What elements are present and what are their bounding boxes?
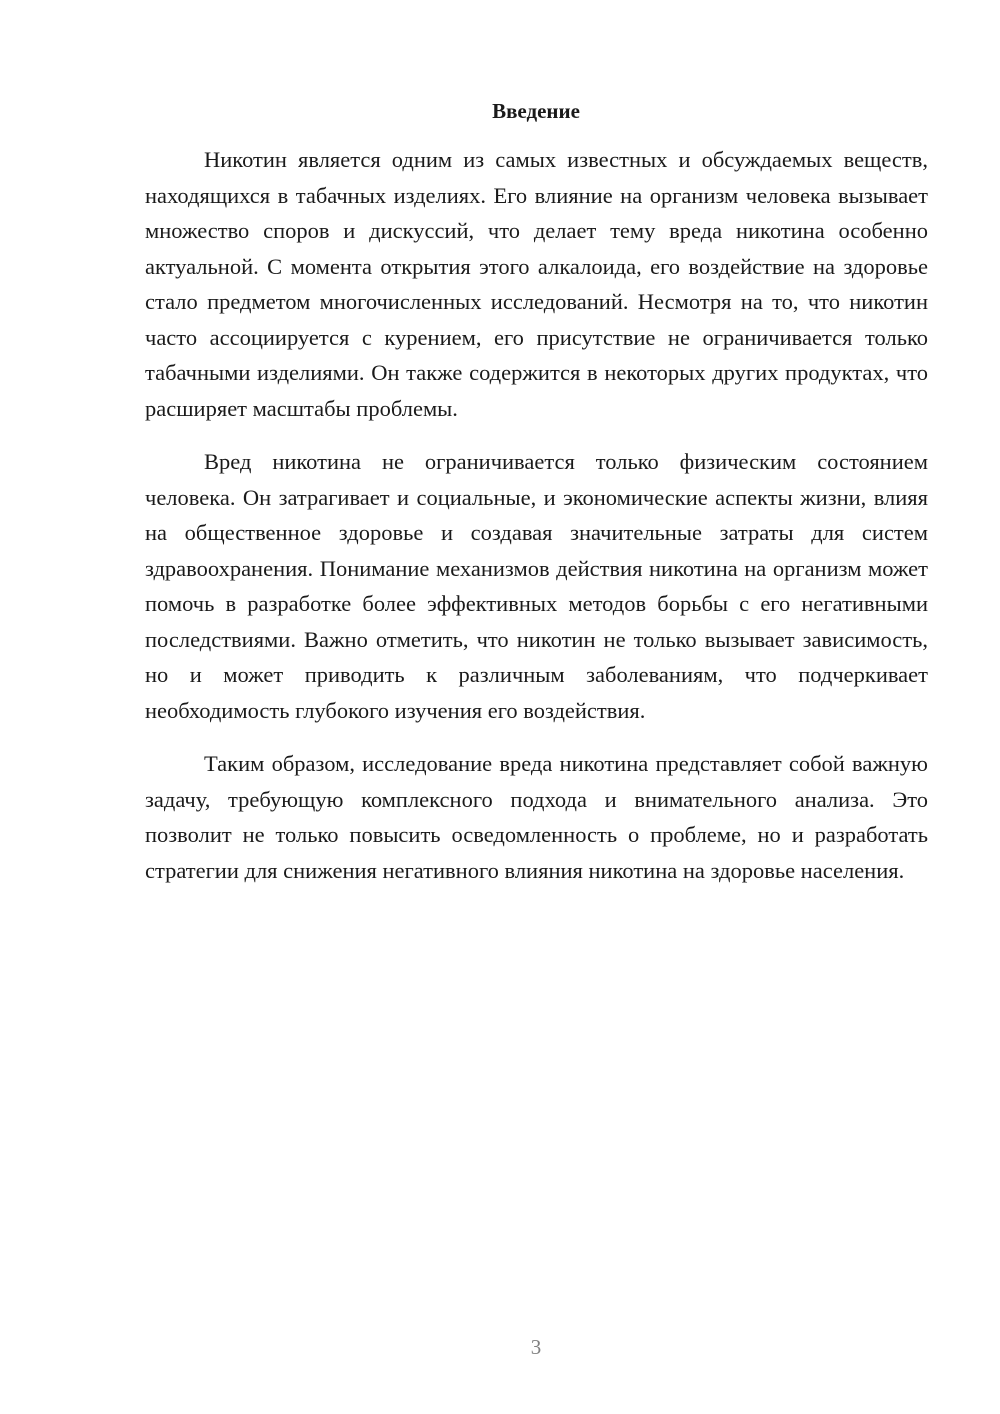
page-number: 3 — [530, 1335, 542, 1359]
paragraph-1: Никотин является одним из самых известных и обсуждаемых веществ, находящихся в табачных изделиях. Его влияние на организм человека вызывает множество споров и дискуссий, что делает тему вреда никотина особенно актуальной. С момента открытия этого алкалоида, его воздействие на здоровье стало предметом многочисленных исследований. Несмотря на то, что никотин часто ассоциируется с курением, его присутствие не ограничивается только табачными изделиями. Он также содержится в некоторых других продуктах, что расширяет масштабы проблемы. — [145, 147, 928, 421]
body-text — [145, 142, 928, 906]
section-heading: Введение — [492, 99, 580, 123]
paragraph-2: Вред никотина не ограничивается только физическим состоянием человека. Он затрагивает и социальные, и экономические аспекты жизни, влияя на общественное здоровье и создавая значительные затраты для систем здравоохранения. Понимание механизмов действия никотина на организм может помочь в разработке более эффективных методов борьбы с его негативными последствиями. Важно отметить, что никотин не только вызывает зависимость, но и может приводить к различным заболеваниям, что подчеркивает необходимость глубокого изучения его воздействия. — [145, 449, 928, 723]
paragraph-3: Таким образом, исследование вреда никотина представляет собой важную задачу, требующую комплексного подхода и внимательного анализа. Это позволит не только повысить осведомленность о проблеме, но и разработать стратегии для снижения негативного влияния никотина на здоровье населения. — [145, 751, 928, 883]
